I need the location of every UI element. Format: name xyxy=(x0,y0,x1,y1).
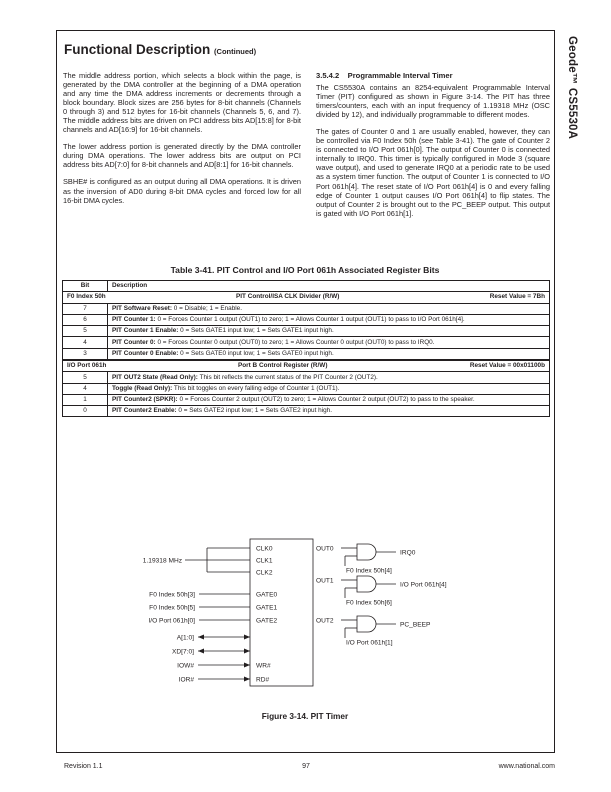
data-bus-label: XD[7:0] xyxy=(172,648,194,656)
clock-frequency-label: 1.19318 MHz xyxy=(142,557,182,565)
section2-reset: Reset Value = 00x01100b xyxy=(469,362,545,370)
pin-gate0: GATE0 xyxy=(256,591,278,599)
irq0-output-label: IRQ0 xyxy=(400,549,416,557)
footer-revision: Revision 1.1 xyxy=(64,763,103,770)
bit-detail: 0 = Sets GATE0 input low; 1 = Sets GATE0 input high. xyxy=(178,349,334,357)
bit-number: 4 xyxy=(63,337,108,348)
table-row xyxy=(63,372,550,383)
pc-beep-output-label: PC_BEEP xyxy=(400,621,431,629)
table-header-row xyxy=(63,281,550,292)
product-name: Geode™ CS5530A xyxy=(566,36,578,140)
section1-name: PIT Control/ISA CLK Divider (R/W) xyxy=(236,293,340,301)
pin-wr: WR# xyxy=(256,662,271,670)
bit-number: 5 xyxy=(63,372,108,383)
pin-out1: OUT1 xyxy=(316,577,334,585)
table-row xyxy=(63,303,550,314)
pin-gate2: GATE2 xyxy=(256,617,278,625)
gate1-source-label: F0 Index 50h[5] xyxy=(149,604,195,612)
bit-number: 1 xyxy=(63,394,108,405)
bit-description xyxy=(108,383,550,394)
section2-name: Port B Control Register (R/W) xyxy=(238,362,328,370)
bit-detail: 0 = Sets GATE2 input low; 1 = Sets GATE2 input high. xyxy=(176,407,332,415)
port061h4-output-label: I/O Port 061h[4] xyxy=(400,581,447,589)
bit-name: PIT Counter 0: xyxy=(112,338,156,346)
pin-clk0: CLK0 xyxy=(256,545,273,553)
bit-description xyxy=(108,326,550,337)
gate2-source-label: I/O Port 061h[0] xyxy=(148,617,195,625)
bit-detail: 0 = Forces Counter 1 output (OUT1) to zero; 1 = Allows Counter 1 output (OUT1) to pass to I/O Port 061h[4]. xyxy=(155,316,465,324)
table-caption: Table 3-41. PIT Control and I/O Port 061h Associated Register Bits xyxy=(170,265,440,275)
bit-detail: 0 = Forces Counter 2 output (OUT2) to zero; 1 = Allows Counter 2 output (OUT2) to pass to the speaker. xyxy=(177,395,475,403)
right-column xyxy=(316,71,550,226)
ior-label: IOR# xyxy=(178,676,194,684)
figure-caption: Figure 3-14. PIT Timer xyxy=(261,711,349,721)
and-input-label-1: F0 Index 50h[4] xyxy=(346,567,392,575)
section2-register: I/O Port 061h xyxy=(67,362,107,370)
table-row xyxy=(63,337,550,348)
pin-clk2: CLK2 xyxy=(256,569,273,577)
gate0-source-label: F0 Index 50h[3] xyxy=(149,591,195,599)
paragraph-sbhe: SBHE# is configured as an output during all DMA operations. It is driven as the inversion of AD0 during 8-bit DMA cycles and forced low for all 16-bit DMA cycles. xyxy=(63,177,301,205)
left-column xyxy=(63,71,301,213)
paragraph-pit-intro: The CS5530A contains an 8254-equivalent Programmable Interval Timer (PIT) configured as shown in Figure 3-14. The PIT has three timers/counters, each with an input frequency of 1.19318 MHz (OSC divided by 12), and individually programmable to different modes. xyxy=(316,83,550,120)
bit-description xyxy=(108,303,550,314)
address-bus-label: A[1:0] xyxy=(176,634,194,642)
footer-page-number: 97 xyxy=(302,763,310,770)
pin-gate1: GATE1 xyxy=(256,604,278,612)
section1-register: F0 Index 50h xyxy=(67,293,106,301)
paragraph-lower-address: The lower address portion is generated directly by the DMA controller during DMA operations. The lower address bits are output on PCI address bits AD[7:0] for 8-bit channels and AD[8:1] for 16-bit channels. xyxy=(63,142,301,170)
bit-number: 5 xyxy=(63,326,108,337)
and-input-label-2: F0 Index 50h[6] xyxy=(346,599,392,607)
bit-detail: This bit toggles on every falling edge of Counter 1 (OUT1). xyxy=(172,384,340,392)
table-row xyxy=(63,394,550,405)
bit-name: PIT Counter 1: xyxy=(112,316,156,324)
heading-suffix: (Continued) xyxy=(214,47,257,56)
bit-number: 4 xyxy=(63,383,108,394)
bit-detail: This bit reflects the current status of the PIT Counter 2 (OUT2). xyxy=(197,373,378,381)
footer-website: www.national.com xyxy=(498,763,555,770)
column-header-bit: Bit xyxy=(63,281,108,292)
pin-out2: OUT2 xyxy=(316,617,334,625)
table-row xyxy=(63,314,550,325)
pin-clk1: CLK1 xyxy=(256,557,273,565)
pin-out0: OUT0 xyxy=(316,545,334,553)
iow-label: IOW# xyxy=(177,662,194,670)
bit-name: Toggle (Read Only): xyxy=(112,384,173,392)
bit-description xyxy=(108,348,550,360)
bit-detail: 0 = Disable; 1 = Enable. xyxy=(172,305,243,313)
column-header-description: Description xyxy=(108,281,550,292)
bit-description xyxy=(108,314,550,325)
pin-rd: RD# xyxy=(256,676,270,684)
bit-name: PIT Counter 1 Enable: xyxy=(112,327,179,335)
bit-number: 3 xyxy=(63,348,108,360)
table-row xyxy=(63,383,550,394)
heading-title: Functional Description xyxy=(64,42,211,57)
bit-detail: 0 = Forces Counter 0 output (OUT0) to zero; 1 = Allows Counter 0 output (OUT0) to pass to IRQ0. xyxy=(155,338,435,346)
side-title xyxy=(564,36,578,236)
table-row xyxy=(63,405,550,416)
section-row-f0-index xyxy=(63,292,550,304)
bit-name: PIT Counter2 Enable: xyxy=(112,407,177,415)
bit-description xyxy=(108,394,550,405)
bit-name: PIT Counter 0 Enable: xyxy=(112,349,179,357)
table-row xyxy=(63,348,550,360)
and-input-label-3: I/O Port 061h[1] xyxy=(346,639,393,647)
bit-detail: 0 = Sets GATE1 input low; 1 = Sets GATE1 input high. xyxy=(178,327,334,335)
section1-reset: Reset Value = 7Bh xyxy=(489,293,545,301)
bit-name: PIT OUT2 State (Read Only): xyxy=(112,373,198,381)
bit-description xyxy=(108,405,550,416)
bit-name: PIT Software Reset: xyxy=(112,305,173,313)
page-heading xyxy=(64,42,256,57)
paragraph-middle-address: The middle address portion, which selects a block within the page, is generated by the DMA controller at the beginning of a DMA operation and any time the DMA address increments or decrements through a block boundary. Block sizes are 256 bytes for 8-bit channels (Channels 0 through 3) and 512 bytes for 16-bit channels (Channels 5, 6, and 7). The middle address bits are driven on PCI address bits AD[15:8] for 8-bit channels and AD[16:9] for 16-bit channels. xyxy=(63,71,301,135)
bit-number: 7 xyxy=(63,303,108,314)
section-row-io-port xyxy=(63,360,550,372)
bit-number: 6 xyxy=(63,314,108,325)
section-heading: 3.5.4.2 Programmable Interval Timer xyxy=(316,71,453,80)
bit-name: PIT Counter2 (SPKR): xyxy=(112,395,178,403)
bit-description xyxy=(108,337,550,348)
paragraph-pit-gates: The gates of Counter 0 and 1 are usually enabled, however, they can be controlled via F0 Index 50h (see Table 3-41). The gate of Counter 2 is connected to I/O Port 061h[0]. The output of Counter 0 is connected internally to IRQ0. This timer is typically configured in Mode 3 (square wave output), and used to generate IRQ0 at a periodic rate to be used as a system timer function. The output of Counter 1 is connected to I/O Port 061h[4]. The reset state of I/O Port 061h[4] is 0 and every falling edge of Counter 1 output causes I/O Port 061h[4] to flip states. The output of Counter 2 is brought out to the PC_BEEP output. This output is gated with I/O Port 061h[1]. xyxy=(316,127,550,218)
bit-description xyxy=(108,372,550,383)
register-table xyxy=(62,280,550,417)
table-row xyxy=(63,326,550,337)
bit-number: 0 xyxy=(63,405,108,416)
